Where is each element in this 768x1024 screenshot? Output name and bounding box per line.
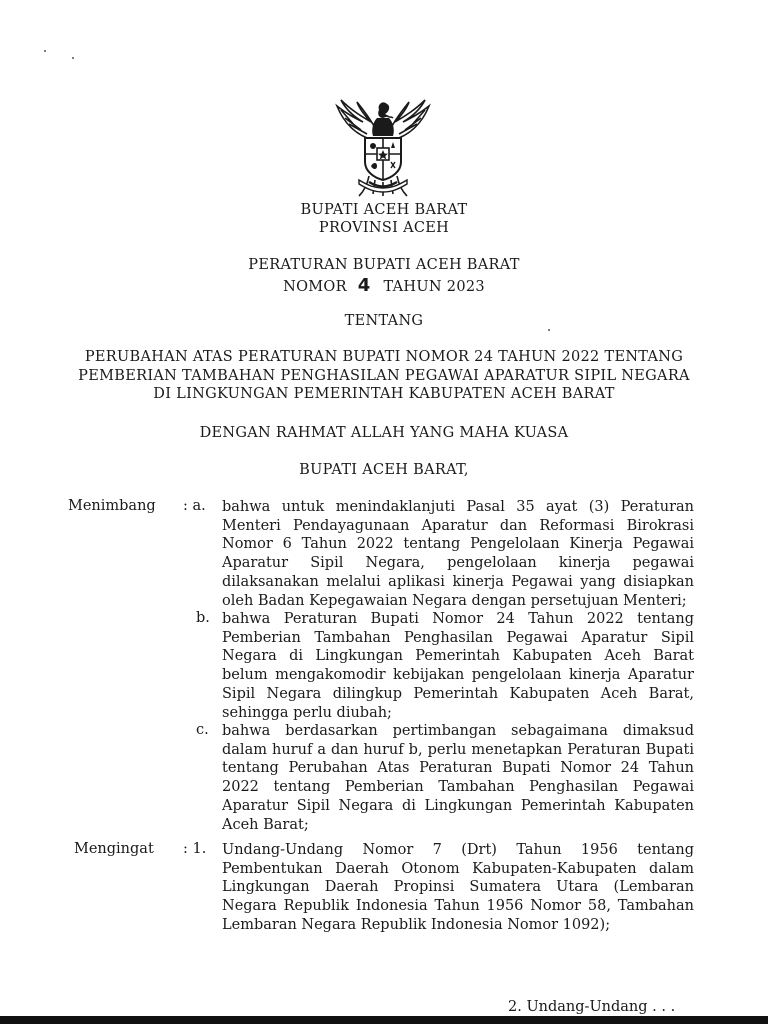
garuda-pancasila-emblem	[329, 96, 437, 200]
regent-title: BUPATI ACEH BARAT	[300, 202, 468, 218]
province-title: PROVINSI ACEH	[318, 220, 450, 236]
invocation: DENGAN RAHMAT ALLAH YANG MAHA KUASA	[199, 425, 569, 441]
number-value: 4	[357, 275, 371, 296]
about-heading: TENTANG	[344, 313, 424, 329]
item-marker: c.	[196, 722, 209, 738]
subject-line: PEMBERIAN TAMBAHAN PENGHASILAN PEGAWAI APARATUR SIPIL NEGARA	[78, 368, 690, 384]
next-page-continuation: 2. Undang-Undang . . .	[508, 999, 676, 1015]
consideration-item: bahwa untuk menindaklanjuti Pasal 35 ayat (3) Peraturan Menteri Pendayagunaan Aparatur dan Reformasi Birokrasi Nomor 6 Tahun 2022 tentang Pengelolaan Kinerja Pegawai Aparatur Sipil Negara, pengelolaan kinerja pegawai dilaksanakan melalui aplikasi kinerja Pegawai yang disiapkan oleh Badan Kepegawaian Negara dengan persetujuan Menteri;	[222, 499, 694, 609]
scan-speck	[44, 50, 46, 52]
regulation-number	[0, 275, 768, 296]
scan-speck	[72, 57, 74, 59]
subject-line: DI LINGKUNGAN PEMERINTAH KABUPATEN ACEH BARAT	[153, 386, 615, 402]
number-prefix: NOMOR	[283, 279, 347, 295]
item-marker: b.	[196, 610, 210, 626]
consideration-item: bahwa Peraturan Bupati Nomor 24 Tahun 2022 tentang Pemberian Tambahan Penghasilan Pegawai Aparatur Sipil Negara di Lingkungan Pemerintah Kabupaten Aceh Barat belum mengakomodir kebijakan pengelolaan kinerja Aparatur Sipil Negara dilingkup Pemerintah Kabupaten Aceh Barat, sehingga perlu diubah;	[222, 611, 694, 721]
legal-basis-item: Undang-Undang Nomor 7 (Drt) Tahun 1956 tentang Pembentukan Daerah Otonom Kabupaten-Kabupaten dalam Lingkungan Daerah Propinsi Sumatera Utara (Lembaran Negara Republik Indonesia Tahun 1956 Nomor 58, Tambahan Lembaran Negara Republik Indonesia Nomor 1092);	[222, 842, 694, 933]
authority: BUPATI ACEH BARAT,	[299, 462, 469, 478]
consideration-item: bahwa berdasarkan pertimbangan sebagaimana dimaksud dalam huruf a dan huruf b, perlu menetapkan Peraturan Bupati tentang Perubahan Atas Peraturan Bupati Nomor 24 Tahun 2022 tentang Pemberian Tambahan Penghasilan Pegawai Aparatur Sipil Negara di Lingkungan Pemerintah Kabupaten Aceh Barat;	[222, 723, 694, 833]
item-marker: : 1.	[183, 841, 207, 857]
scan-speck	[548, 329, 550, 331]
subject-line: PERUBAHAN ATAS PERATURAN BUPATI NOMOR 24 TAHUN 2022 TENTANG	[84, 349, 684, 365]
item-marker: : a.	[183, 498, 206, 514]
scan-border	[0, 1016, 768, 1024]
regulation-title: PERATURAN BUPATI ACEH BARAT	[248, 257, 520, 273]
menimbang-label: Menimbang	[68, 498, 156, 514]
number-suffix: TAHUN 2023	[383, 279, 485, 295]
mengingat-label: Mengingat	[74, 841, 154, 857]
